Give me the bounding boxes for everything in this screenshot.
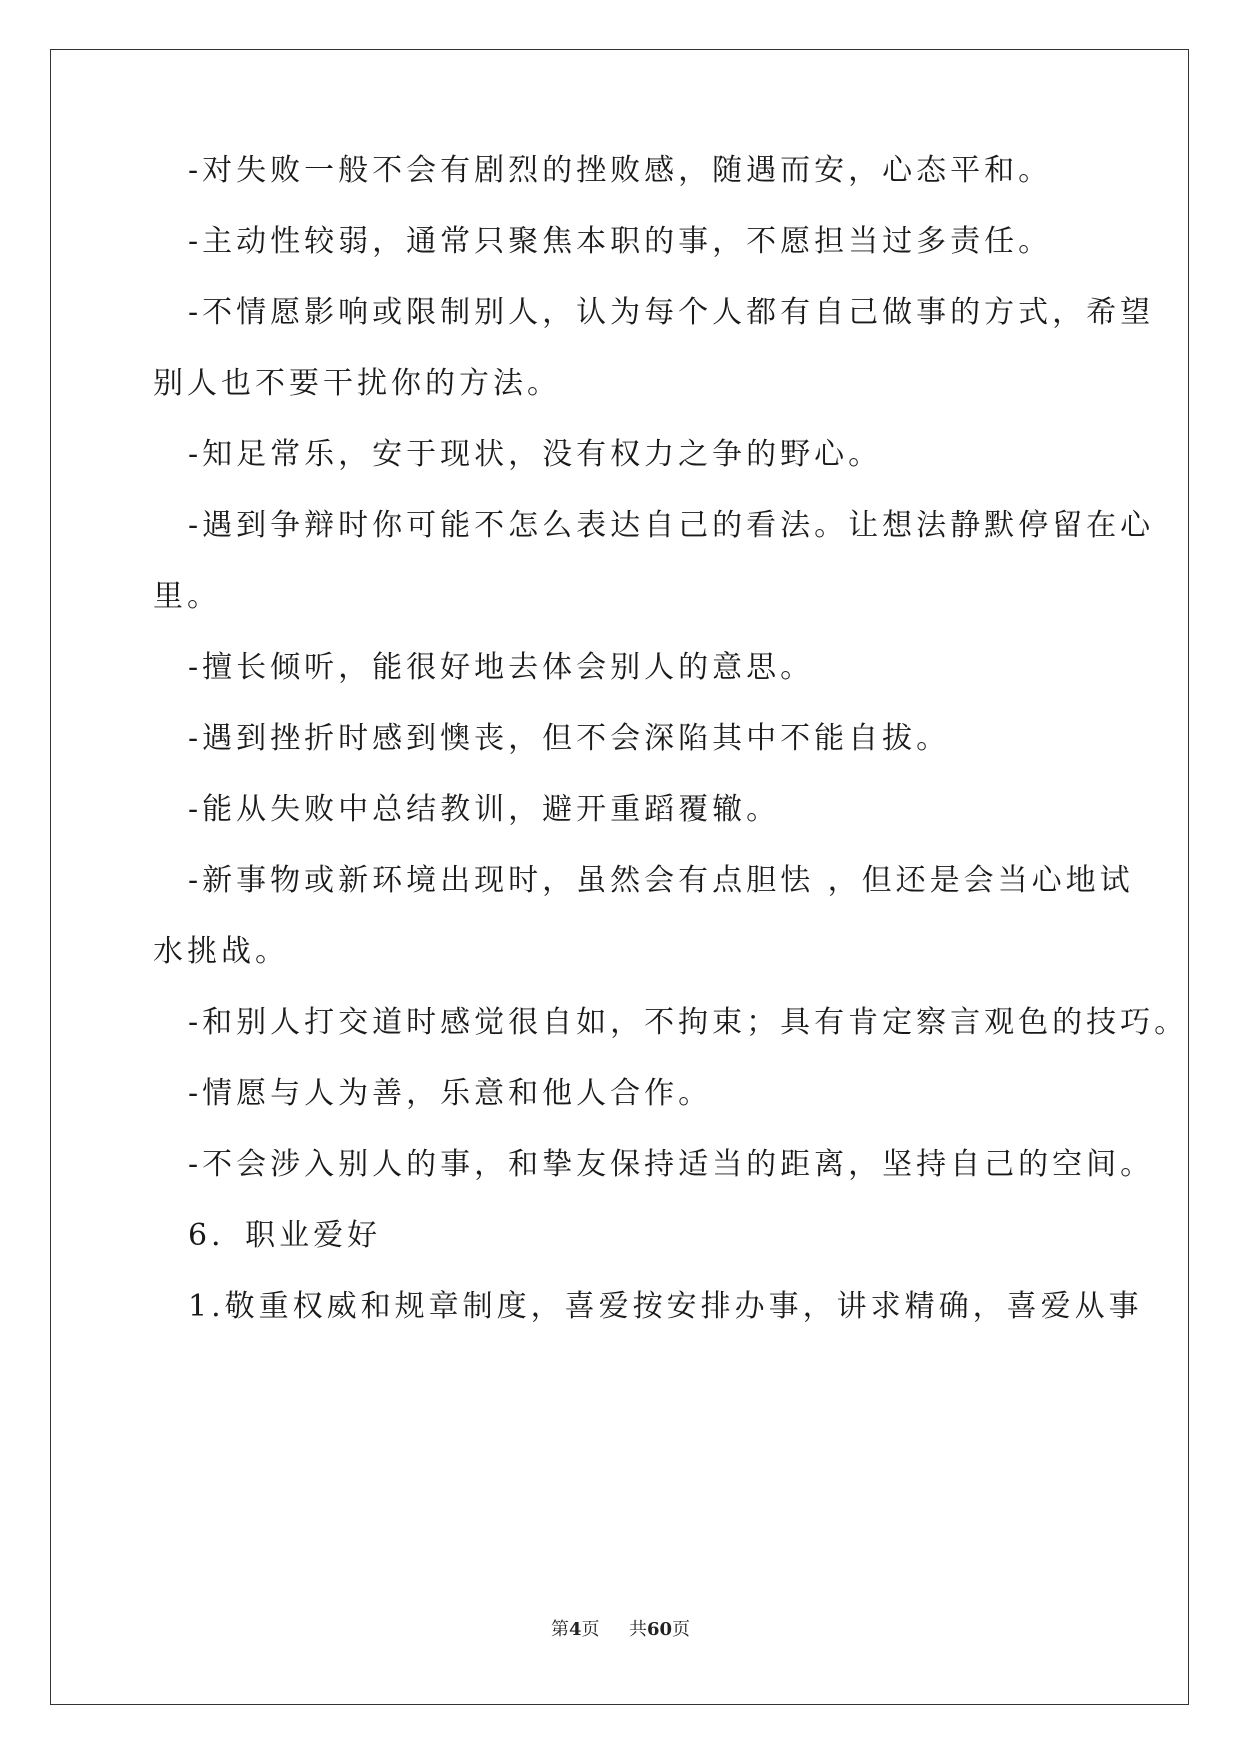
text-line: -不情愿影响或限制别人，认为每个人都有自己做事的方式，希望 — [188, 295, 1155, 330]
text-line: -擅长倾听，能很好地去体会别人的意思。 — [188, 650, 815, 685]
text-line: -新事物或新环境出现时，虽然会有点胆怯 ，但还是会当心地试 — [188, 863, 1134, 898]
text-line: -遇到争辩时你可能不怎么表达自己的看法。让想法静默停留在心 — [188, 508, 1155, 543]
section-heading: 6．职业爱好 — [188, 1218, 382, 1253]
text-line: -遇到挫折时感到懊丧，但不会深陷其中不能自拔。 — [188, 721, 951, 756]
text-line: -对失败一般不会有剧烈的挫败感，随遇而安，心态平和。 — [188, 153, 1053, 188]
text-line: -和别人打交道时感觉很自如，不拘束；具有肯定察言观色的技巧。 — [188, 1005, 1189, 1040]
page-number: 第4页 — [550, 1619, 600, 1640]
total-pages: 共60页 — [628, 1619, 691, 1640]
page-footer — [0, 1618, 1241, 1642]
text-line: 1.敬重权威和规章制度，喜爱按安排办事，讲求精确，喜爱从事 — [188, 1289, 1143, 1324]
text-line: 里。 — [153, 579, 221, 614]
text-line: -主动性较弱，通常只聚焦本职的事，不愿担当过多责任。 — [188, 224, 1053, 259]
text-line: 别人也不要干扰你的方法。 — [153, 366, 561, 401]
text-line: -情愿与人为善，乐意和他人合作。 — [188, 1076, 713, 1111]
text-line: 水挑战。 — [153, 934, 289, 969]
text-line: -不会涉入别人的事，和挚友保持适当的距离，坚持自己的空间。 — [188, 1147, 1155, 1182]
text-line: -能从失败中总结教训，避开重蹈覆辙。 — [188, 792, 781, 827]
text-line: -知足常乐，安于现状，没有权力之争的野心。 — [188, 437, 883, 472]
